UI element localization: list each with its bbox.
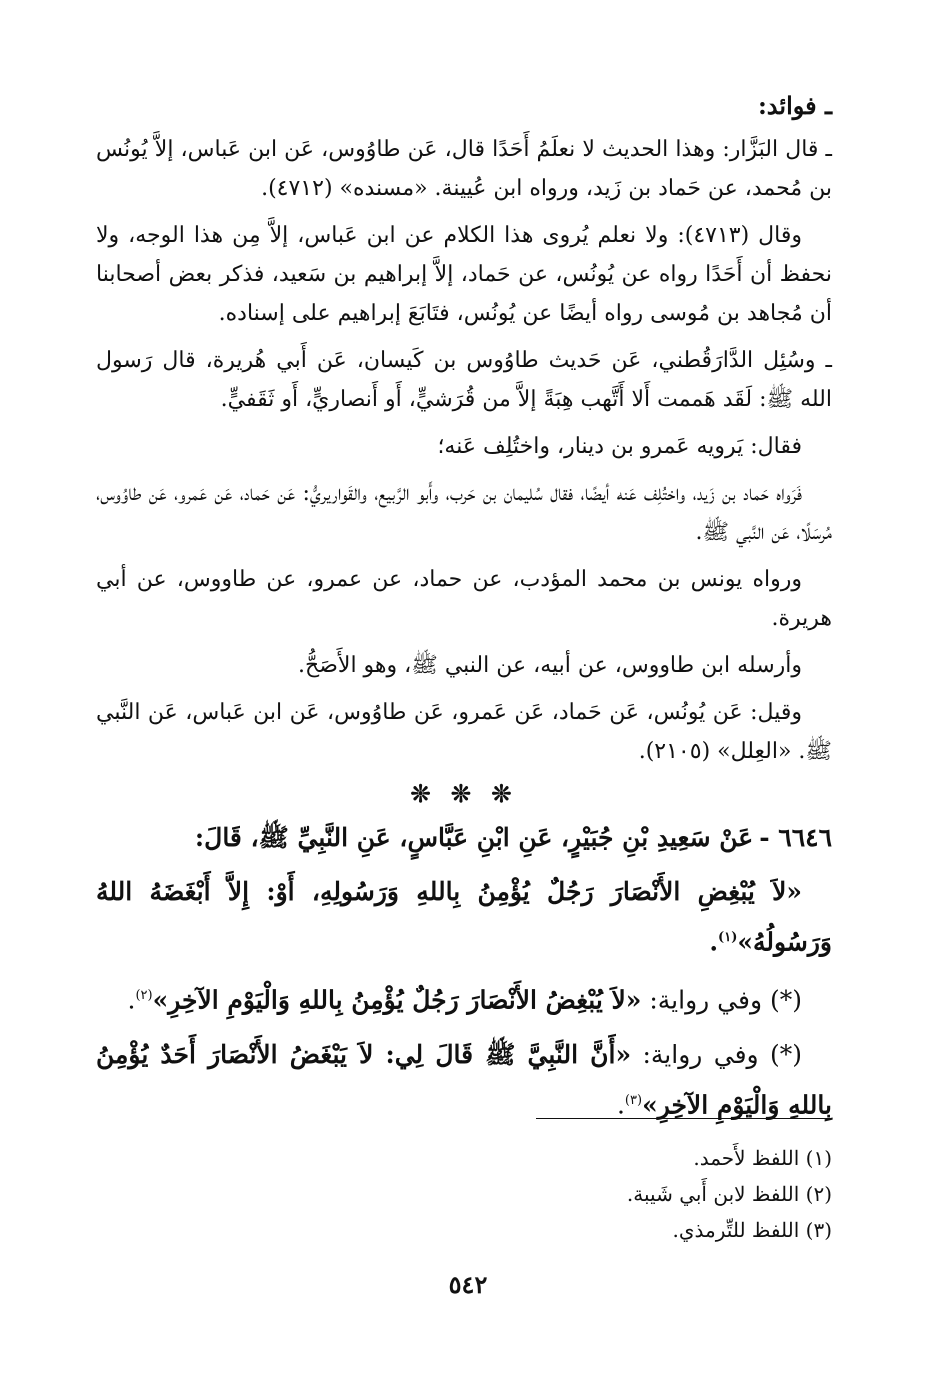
paragraph-daraqutni-answer: فقال: يَرويه عَمرو بن دينار، واختُلِف عَنه؛: [437, 434, 802, 459]
narration-prefix: (*) وفي رواية:: [641, 985, 802, 1015]
paragraph-ibn-tawus: وأرسله ابن طاووس، عن أبيه، عن النبي ﷺ، وهو الأَصَحُّ.: [298, 653, 802, 678]
page-number: ٥٤٢: [448, 1270, 488, 1299]
hadith-isnad: عَنْ سَعِيدِ بْنِ جُبَيْرٍ، عَنِ ابْنِ عَبَّاسٍ، عَنِ النَّبِيِّ ﷺ، قَالَ:: [194, 823, 754, 852]
footnote-3: (٣) اللفظ للتِّرمذي.: [672, 1218, 832, 1242]
paragraph-ilal-reference: وقيل: عَن يُونُس، عَن حَماد، عَن عَمرو، عَن طاوُوس، عَن ابن عَباس، عَن النَّبي ﷺ. «العِلل» (٢١٠٥).: [96, 700, 832, 764]
footnote-ref-3: (٣): [624, 1092, 643, 1108]
narration-variant-1: (*) وفي رواية: «لاَ يُبْغِضُ الأَنْصَارَ رَجُلٌ يُؤْمِنُ بِاللهِ وَالْيَوْمِ الآخِرِ»$^{(٢)}$.: [127, 985, 802, 1015]
paragraph-yunus-narration: ورواه يونس بن محمد المؤدب، عن حماد، عن عمرو، عن طاووس، عن أبي هريرة.: [96, 567, 832, 631]
paragraph-daraqutni-question: ـ وسُئِل الدَّارَقُطني، عَن حَديث طاوُوس بن كَيسان، عَن أَبي هُريرة، قال رَسول الله ﷺ: لَقَد هَممت أَلا أَتَّهب هِبَةً إلاَّ من قُرَشيٍّ، أَو أَنصاريٍّ، أَو ثَقَفيٍّ.: [96, 348, 832, 412]
footnote-ref-2: (٢): [135, 988, 153, 1004]
paragraph-bazzar-continued: وقال (٤٧١٣): ولا نعلم يُروى هذا الكلام عن ابن عَباس، إلاَّ مِن هذا الوجه، ولا نحفظ أن أَحَدًا رواه عن يُونُس، عن حَماد، إلاَّ إبراهيم بن سَعيد، فذكر بعض أصحابنا أن مُجاهد بن مُوسى رواه أيضًا عن يُونُس، فتَابَعَ إبراهيم على إسناده.: [96, 223, 832, 326]
hadith-number: ٦٦٤٦ -: [759, 823, 832, 852]
footnote-ref-1: (١): [718, 930, 738, 945]
paragraph-hammad-narration: فَرَواه حَماد بن زَيد، واختُلِف عَنه أيضًا، فقال سُليمان بن حَرب، وأَبو الرَّبيع، والقَواريريُّ: عَن حَماد، عَن عَمرو، عَن طاوُوس، مُرسَلًا، عَن النَّبي ﷺ.: [96, 481, 832, 545]
footnotes: [96, 1140, 832, 1248]
narration-quote: «أَنَّ النَّبِيَّ ﷺ قَالَ لِي: لاَ يَبْغَضُ الأَنْصَارَ أَحَدٌ يُؤْمِنُ بِاللهِ وَالْيَوْمِ الآخِرِ»: [96, 1039, 832, 1119]
section-heading: ـ فوائد:: [757, 91, 832, 120]
footnote-divider: [536, 1118, 832, 1119]
main-text: [96, 88, 832, 1136]
hadith-matn: «لاَ يُبْغِضِ الأَنْصَارَ رَجُلٌ يُؤْمِنُ بِاللهِ وَرَسُولِهِ، أَوْ: إِلاَّ أَبْغَضَهُ اللهُ وَرَسُولُهُ»: [96, 877, 832, 957]
narration-variant-2: (*) وفي رواية: «أَنَّ النَّبِيَّ ﷺ قَالَ لِي: لاَ يَبْغَضُ الأَنْصَارَ أَحَدٌ يُؤْمِنُ بِاللهِ وَالْيَوْمِ الآخِرِ»$^{(٣)}$.: [96, 1039, 832, 1119]
hadith-matn-line: «لاَ يُبْغِضِ الأَنْصَارَ رَجُلٌ يُؤْمِنُ بِاللهِ وَرَسُولِهِ، أَوْ: إِلاَّ أَبْغَضَهُ اللهُ وَرَسُولُهُ»$^{(١)}$.: [96, 877, 832, 957]
hadith-isnad-line: [96, 815, 832, 861]
paragraph-bazzar: ـ قال البَزَّار: وهذا الحديث لا نعلَمُ أَحَدًا قال، عَن طاوُوس، عَن ابن عَباس، إلاَّ يُونُس بن مُحمد، عن حَماد بن زَيد، ورواه ابن عُيينة. «مسنده» (٤٧١٢).: [96, 137, 832, 201]
section-separator: ❊ ❊ ❊: [410, 779, 518, 808]
narration-prefix: (*) وفي رواية:: [631, 1039, 802, 1069]
narration-quote: «لاَ يُبْغِضُ الأَنْصَارَ رَجُلٌ يُؤْمِنُ بِاللهِ وَالْيَوْمِ الآخِرِ»: [152, 985, 642, 1015]
footnote-2: (٢) اللفظ لابن أَبي شَيبة.: [626, 1182, 832, 1206]
footnote-1: (١) اللفظ لأَحمد.: [693, 1146, 832, 1170]
